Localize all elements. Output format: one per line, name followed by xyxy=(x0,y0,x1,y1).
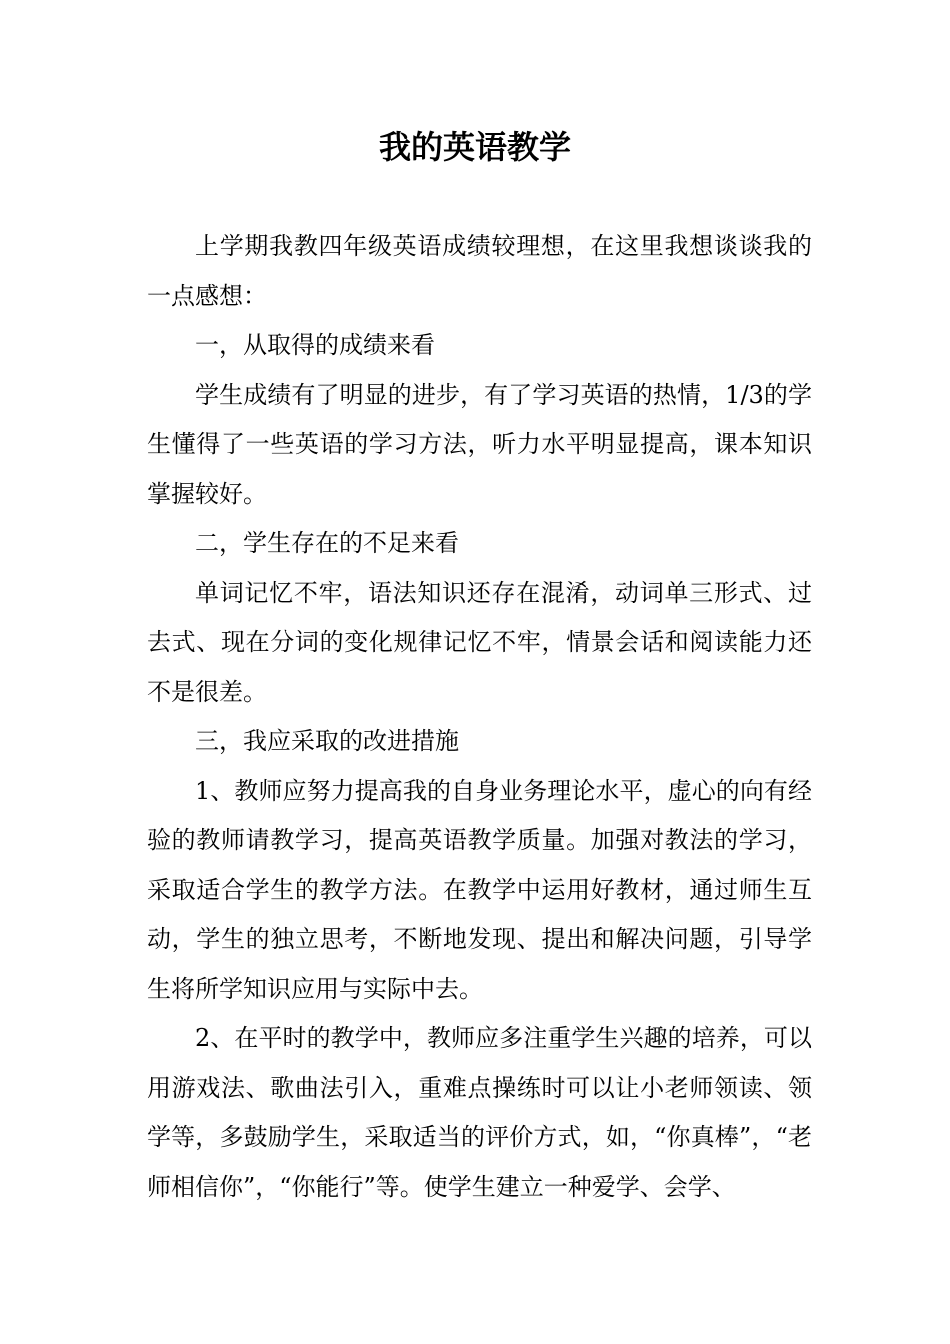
measure-1-paragraph: 1、教师应努力提高我的自身业务理论水平，虚心的向有经验的教师请教学习，提高英语教学质量。加强对教法的学习，采取适合学生的教学方法。在教学中运用好教材，通过师生互动，学生的独立思考，不断地发现、提出和解决问题，引导学生将所学知识应用与实际中去。 xyxy=(147,776,812,1003)
section-heading-shortcomings: 二，学生存在的不足来看 xyxy=(195,529,459,557)
document-body xyxy=(147,222,812,1212)
shortcomings-paragraph: 单词记忆不牢，语法知识还存在混淆，动词单三形式、过去式、现在分词的变化规律记忆不牢，情景会话和阅读能力还不是很差。 xyxy=(147,578,812,706)
intro-paragraph: 上学期我教四年级英语成绩较理想，在这里我想谈谈我的一点感想： xyxy=(147,232,812,310)
measure-2-paragraph: 2、在平时的教学中，教师应多注重学生兴趣的培养，可以用游戏法、歌曲法引入，重难点操练时可以让小老师领读、领学等，多鼓励学生，采取适当的评价方式，如，“你真棒”，“老师相信你”，“你能行”等。使学生建立一种爱学、会学、 xyxy=(147,1024,812,1201)
achievements-paragraph: 学生成绩有了明显的进步，有了学习英语的热情，1/3的学生懂得了一些英语的学习方法，听力水平明显提高，课本知识掌握较好。 xyxy=(147,380,812,508)
document-title: 我的英语教学 xyxy=(378,128,571,166)
section-heading-measures: 三，我应采取的改进措施 xyxy=(195,727,459,755)
section-heading-achievements: 一，从取得的成绩来看 xyxy=(195,331,435,359)
